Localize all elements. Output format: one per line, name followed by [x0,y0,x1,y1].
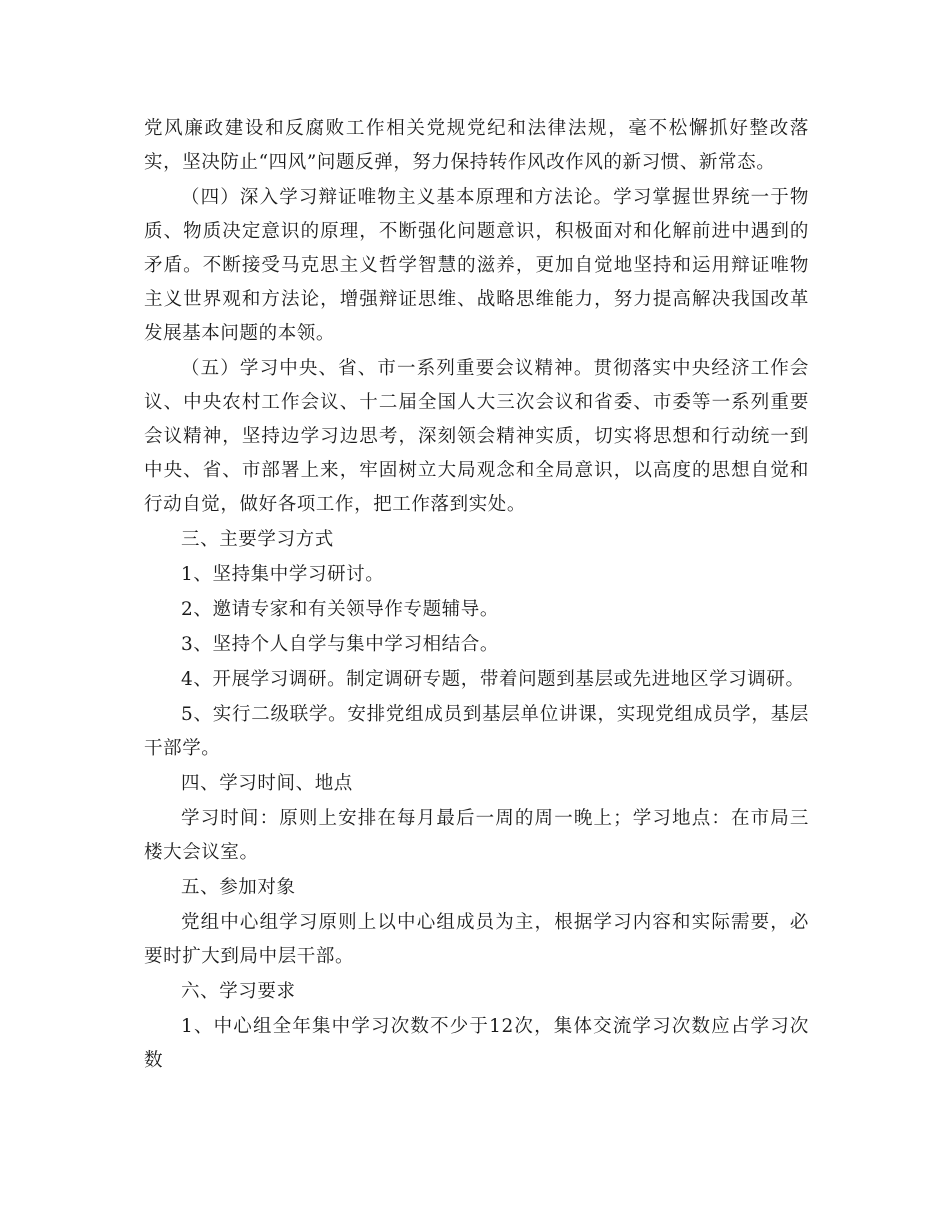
paragraph-section-4: （四）深入学习辩证唯物主义基本原理和方法论。学习掌握世界统一于物质、物质决定意识的原理，不断强化问题意识，积极面对和化解前进中遇到的矛盾。不断接受马克思主义哲学智慧的滋养，更加自觉地坚持和运用辩证唯物主义世界观和方法论，增强辩证思维、战略思维能力，努力提高解决我国改革发展基本问题的本领。 [144,187,809,344]
document-page [144,112,809,1079]
heading-study-methods: 三、主要学习方式 [181,529,334,550]
paragraph-section-5: （五）学习中央、省、市一系列重要会议精神。贯彻落实中央经济工作会议、中央农村工作会议、十二届全国人大三次会议和省委、市委等一系列重要会议精神，坚持边学习边思考，深刻领会精神实质，切实将思想和行动统一到中央、省、市部署上来，牢固树立大局观念和全局意识，以高度的思想自觉和行动自觉，做好各项工作，把工作落到实处。 [144,358,809,515]
list-item-method-1: 1、坚持集中学习研讨。 [181,564,385,585]
list-item-method-4: 4、开展学习调研。制定调研专题，带着问题到基层或先进地区学习调研。 [181,669,805,690]
list-item-requirement-1: 1、中心组全年集中学习次数不少于12次，集体交流学习次数应占学习次数 [144,1016,809,1071]
list-item-method-3: 3、坚持个人自学与集中学习相结合。 [181,634,499,655]
heading-time-place: 四、学习时间、地点 [181,773,353,794]
paragraph-participants: 党组中心组学习原则上以中心组成员为主，根据学习内容和实际需要，必要时扩大到局中层干部。 [144,912,809,967]
paragraph-time-place: 学习时间：原则上安排在每月最后一周的周一晚上；学习地点：在市局三楼大会议室。 [144,808,809,863]
heading-requirements: 六、学习要求 [181,981,296,1002]
list-item-method-5: 5、实行二级联学。安排党组成员到基层单位讲课，实现党组成员学，基层干部学。 [144,704,809,759]
list-item-method-2: 2、邀请专家和有关领导作专题辅导。 [181,599,499,620]
heading-participants: 五、参加对象 [181,877,296,898]
paragraph-continuation: 党风廉政建设和反腐败工作相关党规党纪和法律法规，毫不松懈抓好整改落实，坚决防止“四风”问题反弹，努力保持转作风改作风的新习惯、新常态。 [144,118,809,173]
